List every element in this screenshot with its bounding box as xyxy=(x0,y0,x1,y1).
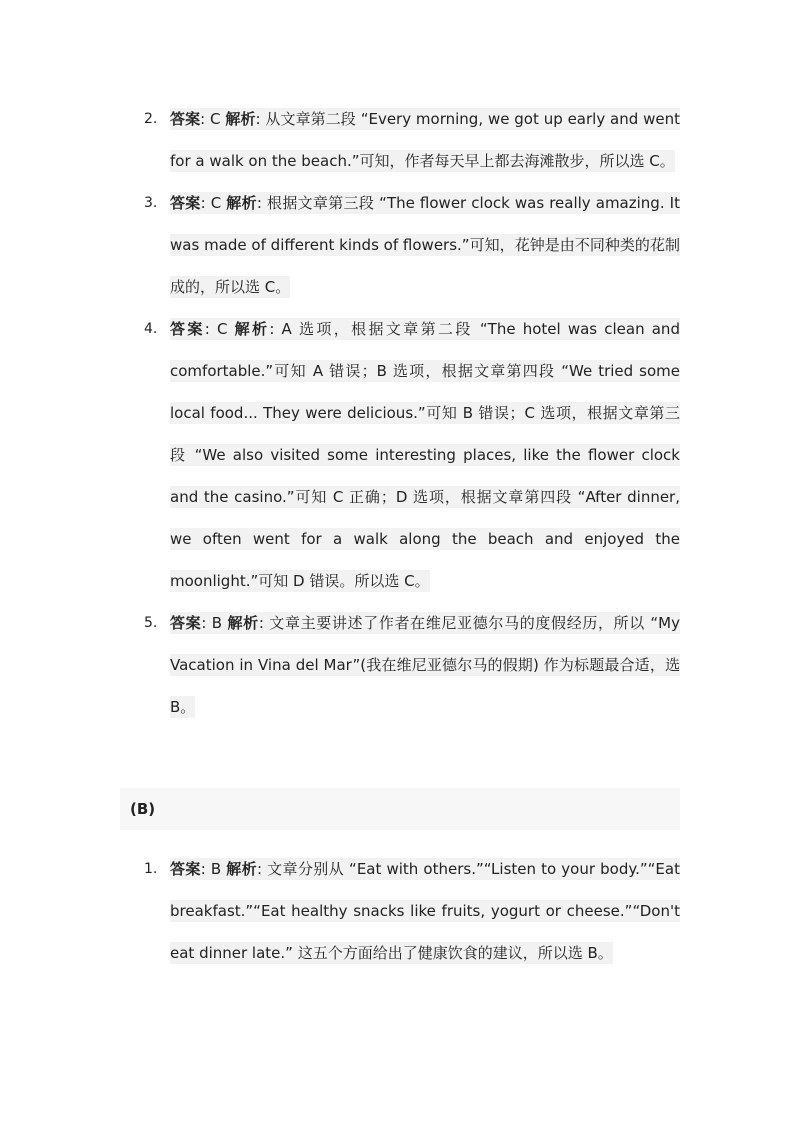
list-item xyxy=(130,308,680,602)
answer-label: 答案 xyxy=(170,320,205,338)
answer-value: : C xyxy=(200,110,226,128)
answer-label: 答案 xyxy=(170,614,202,632)
answer-label: 答案 xyxy=(170,194,201,212)
list-item xyxy=(130,848,680,974)
item-number: 1. xyxy=(144,861,158,877)
analysis-label: 解析 xyxy=(234,320,270,338)
answer-value: : B xyxy=(200,860,227,878)
item-number: 3. xyxy=(144,195,158,211)
analysis-label: 解析 xyxy=(227,614,259,632)
analysis-text: : A 选项，根据文章第二段 “The hotel was clean and comfortable.”可知 A 错误；B 选项，根据文章第四段 “We tried some local food... They were delicious.”可知 B 错误；C 选项，根据文章第三段 “We also visited some interesting places, like the flower clock and the casino.”可知 C 正确；D 选项，根据文章第四段 “After dinner, we often went for a walk along the beach and enjoyed the moonlight.”可知 D 错误。所以选 C。 xyxy=(170,320,680,590)
answer-label: 答案 xyxy=(170,110,201,128)
list-item xyxy=(130,98,680,182)
analysis-text: : 根据文章第三段 “The flower clock was really amazing. It was made of different kinds of flowers.”可知，花钟是由不同种类的花制成的，所以选 C。 xyxy=(170,194,680,296)
list-item xyxy=(130,602,680,728)
item-number: 5. xyxy=(144,615,158,631)
answer-list-a xyxy=(130,98,680,728)
item-number: 2. xyxy=(144,111,158,127)
list-item xyxy=(130,182,680,308)
analysis-text: : 文章分别从 “Eat with others.”“Listen to your body.”“Eat breakfast.”“Eat healthy snacks like fruits, yogurt or cheese.”“Don't eat dinner late.” 这五个方面给出了健康饮食的建议，所以选 B。 xyxy=(170,860,680,962)
answer-list-b xyxy=(130,848,680,974)
answer-value: : C xyxy=(200,194,227,212)
answer-value: : C xyxy=(204,320,235,338)
item-number: 4. xyxy=(144,321,158,337)
answer-value: : B xyxy=(201,614,228,632)
answer-label: 答案 xyxy=(170,860,201,878)
analysis-text: : 从文章第二段 “Every morning, we got up early and went for a walk on the beach.”可知，作者每天早上都去海滩散步，所以选 C。 xyxy=(170,110,680,170)
section-heading-b: (B) xyxy=(120,788,680,830)
analysis-text: : 文章主要讲述了作者在维尼亚德尔马的度假经历，所以 “My Vacation in Vina del Mar”(我在维尼亚德尔马的假期) 作为标题最合适，选 B。 xyxy=(170,614,680,716)
analysis-label: 解析 xyxy=(226,194,257,212)
analysis-label: 解析 xyxy=(225,110,256,128)
analysis-label: 解析 xyxy=(226,860,257,878)
